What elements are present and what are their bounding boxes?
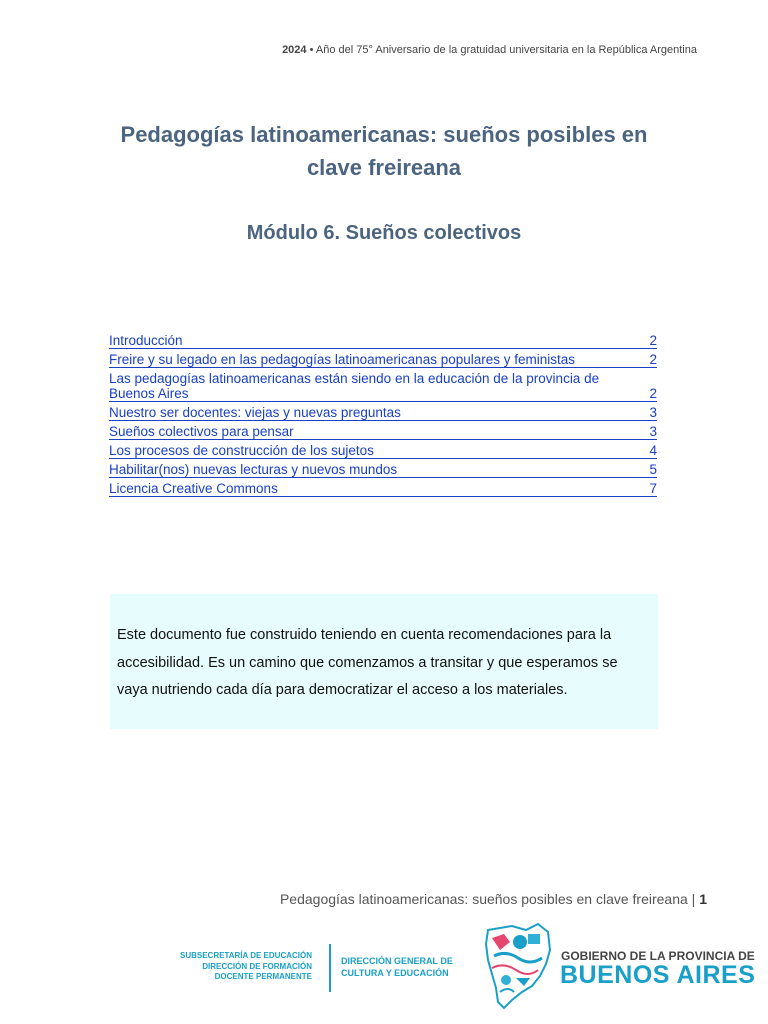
header-year: 2024	[282, 44, 307, 56]
logo-mid-line: CULTURA Y EDUCACIÓN	[341, 968, 449, 978]
toc-entry-page: 2	[649, 386, 657, 401]
toc-entry-ser-docentes[interactable]	[109, 402, 657, 421]
running-footer	[280, 891, 707, 907]
toc-entry-page: 5	[649, 462, 657, 477]
logo-mid-line: DIRECCIÓN GENERAL DE	[341, 956, 453, 966]
toc-entry-freire-legado[interactable]	[109, 349, 657, 368]
toc-entry-procesos-sujetos[interactable]	[109, 440, 657, 459]
toc-entry-licencia[interactable]	[109, 478, 657, 497]
toc-entry-nuevas-lecturas[interactable]	[109, 459, 657, 478]
document-title: Pedagogías latinoamericanas: sueños posibles en clave freireana	[120, 122, 648, 180]
logo-left-line: DOCENTE PERMANENTE	[214, 972, 312, 981]
toc-entry-title: Freire y su legado en las pedagogías latinoamericanas populares y feministas	[109, 352, 576, 367]
running-footer-title: Pedagogías latinoamericanas: sueños posibles en clave freireana |	[279, 891, 696, 907]
toc-entry-title: Los procesos de construcción de los sujetos	[109, 443, 374, 458]
toc-entry-suenos-colectivos[interactable]	[109, 421, 657, 440]
toc-entry-title: Habilitar(nos) nuevas lecturas y nuevos mundos	[109, 462, 398, 477]
module-subtitle: Módulo 6. Sueños colectivos	[246, 222, 522, 244]
page-number: 1	[699, 891, 707, 907]
logo-left-line: SUBSECRETARÍA DE EDUCACIÓN	[179, 951, 312, 960]
gov-line2: BUENOS AIRES	[560, 961, 756, 989]
toc-entry-page: 3	[649, 424, 657, 439]
header-text: • Año del 75° Aniversario de la gratuidad universitaria en la República Argentina	[306, 44, 697, 56]
subsecretaria-logo-text	[150, 951, 312, 983]
toc-entry-title: Licencia Creative Commons	[109, 481, 278, 496]
toc-entry-page: 2	[649, 333, 657, 348]
toc-entry-pedagogias-buenos-aires[interactable]	[109, 368, 657, 402]
toc-entry-introduccion[interactable]	[109, 330, 657, 349]
logo-left-line: DIRECCIÓN DE FORMACIÓN	[202, 961, 312, 971]
province-map-icon	[482, 920, 554, 1014]
toc-entry-title: Introducción	[109, 333, 183, 348]
toc-entry-title: Las pedagogías latinoamericanas están siendo en la educación de la provincia de Buenos Aires	[109, 371, 600, 401]
toc-entry-title: Sueños colectivos para pensar	[109, 424, 294, 439]
gov-line1: GOBIERNO DE LA PROVINCIA DE	[561, 949, 755, 963]
direccion-general-logo-text	[341, 955, 471, 979]
toc-entry-title: Nuestro ser docentes: viejas y nuevas preguntas	[109, 405, 401, 420]
table-of-contents	[109, 330, 657, 497]
logo-divider	[329, 944, 331, 992]
toc-entry-page: 7	[649, 481, 657, 496]
accessibility-notice: Este documento fue construido teniendo en cuenta recomendaciones para la accesibilidad. Es un camino que comenzamos a transitar y que esperamos se vaya nutriendo cada día para democratizar el acceso a los materiales.	[110, 594, 658, 729]
toc-entry-page: 2	[649, 352, 657, 367]
toc-entry-page: 4	[649, 443, 657, 458]
toc-entry-page: 3	[649, 405, 657, 420]
header-note	[282, 44, 697, 56]
